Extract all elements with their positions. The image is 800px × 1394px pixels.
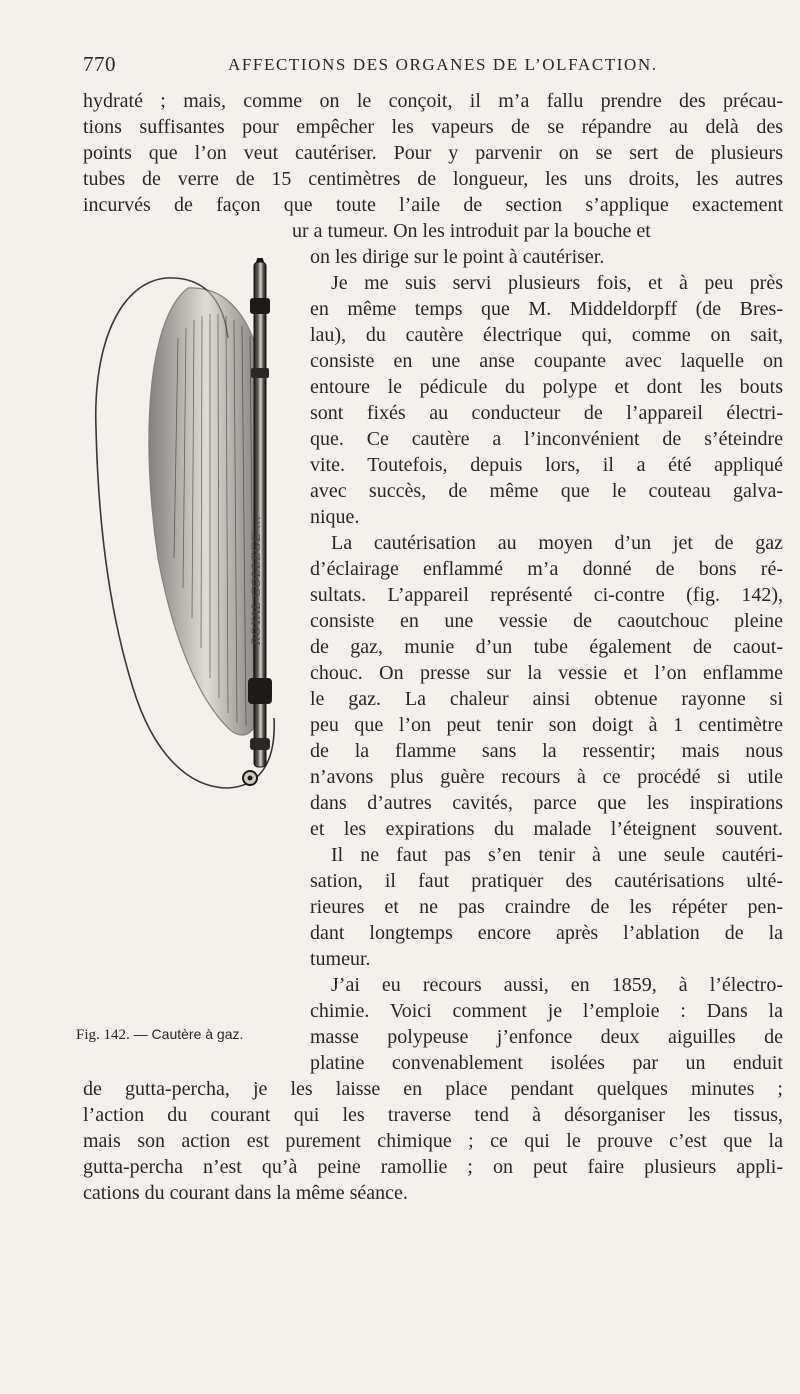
body-line: en même temps que M. Middeldorpff (de Bres- — [310, 298, 783, 320]
page-number: 770 — [83, 52, 116, 76]
body-line: dans d’autres cavités, parce que les inspirations — [310, 792, 783, 814]
figure-caption-text: — Cautère à gaz. — [133, 1026, 244, 1042]
body-line: Je me suis servi plusieurs fois, et à peu près — [331, 272, 783, 294]
figure-caption — [76, 1026, 243, 1044]
body-line: tumeur. — [310, 948, 371, 970]
gas-cautery-illustration — [78, 258, 308, 818]
body-line: consiste en une vessie de caoutchouc pleine — [310, 610, 783, 632]
body-line: et les expirations du malade l’éteignent souvent. — [310, 818, 783, 840]
body-line: mais son action est purement chimique ; ce qui le prouve c’est que la — [83, 1130, 783, 1152]
figure-label: Fig. 142. — [76, 1027, 130, 1043]
body-line: vite. Toutefois, depuis lors, il a été appliqué — [310, 454, 783, 476]
body-line: points que l’on veut cautériser. Pour y parvenir on se sert de plusieurs — [83, 142, 783, 164]
library-stamp: ROYAL COLLEGE ... — [248, 515, 263, 645]
body-line: hydraté ; mais, comme on le conçoit, il m’a fallu prendre des précau- — [83, 90, 783, 112]
body-line: d’éclairage enflammé m’a donné de bons ré- — [310, 558, 783, 580]
body-line: masse polypeuse j’enfonce deux aiguilles de — [310, 1026, 783, 1048]
body-line: tions suffisantes pour empêcher les vapeurs de se répandre au delà des — [83, 116, 783, 138]
body-line: sation, il faut pratiquer des cautérisations ulté- — [310, 870, 783, 892]
body-line: avec succès, de même que le couteau galva- — [310, 480, 783, 502]
figure-gas-cautery — [78, 258, 308, 818]
body-line: dant longtemps encore après l’ablation de la — [310, 922, 783, 944]
body-line: consiste en une anse coupante avec laquelle on — [310, 350, 783, 372]
body-line: ur a tumeur. On les introduit par la bouche et — [292, 220, 651, 242]
body-line: sont fixés au conducteur de l’appareil électri- — [310, 402, 783, 424]
body-line: peu que l’on peut tenir son doigt à 1 centimètre — [310, 714, 783, 736]
body-line: de gutta-percha, je les laisse en place pendant quelques minutes ; — [83, 1078, 783, 1100]
body-line: que. Ce cautère a l’inconvénient de s’éteindre — [310, 428, 783, 450]
body-line: entoure le pédicule du polype et dont les bouts — [310, 376, 783, 398]
body-line: incurvés de façon que toute l’aile de section s’applique exactement — [83, 194, 783, 216]
body-line: chimie. Voici comment je l’emploie : Dans la — [310, 1000, 783, 1022]
body-line: n’avons plus guère recours à ce procédé si utile — [310, 766, 783, 788]
body-line: J’ai eu recours aussi, en 1859, à l’électro- — [331, 974, 783, 996]
page-header — [83, 52, 783, 82]
body-line: rieures et ne pas craindre de les répéter pen- — [310, 896, 783, 918]
body-line: on les dirige sur le point à cautériser. — [310, 246, 605, 268]
body-line: cations du courant dans la même séance. — [83, 1182, 408, 1204]
body-line: de gaz, munie d’un tube également de caout- — [310, 636, 783, 658]
body-line: le gaz. La chaleur ainsi obtenue rayonne si — [310, 688, 783, 710]
body-line: nique. — [310, 506, 360, 528]
body-line: La cautérisation au moyen d’un jet de gaz — [331, 532, 783, 554]
body-line: l’action du courant qui les traverse tend à désorganiser les tissus, — [83, 1104, 783, 1126]
body-line: Il ne faut pas s’en tenir à une seule cautéri- — [331, 844, 783, 866]
body-line: tubes de verre de 15 centimètres de longueur, les uns droits, les autres — [83, 168, 783, 190]
body-line: sultats. L’appareil représenté ci-contre (fig. 142), — [310, 584, 783, 606]
body-line: lau), du cautère électrique qui, comme on sait, — [310, 324, 783, 346]
body-line: de la flamme sans la ressentir; mais nous — [310, 740, 783, 762]
body-line: gutta-percha n’est qu’à peine ramollie ; on peut faire plusieurs appli- — [83, 1156, 783, 1178]
running-head: AFFECTIONS DES ORGANES DE L’OLFACTION. — [228, 55, 658, 74]
body-line: chouc. On presse sur la vessie et l’on enflamme — [310, 662, 783, 684]
body-line: platine convenablement isolées par un enduit — [310, 1052, 783, 1074]
